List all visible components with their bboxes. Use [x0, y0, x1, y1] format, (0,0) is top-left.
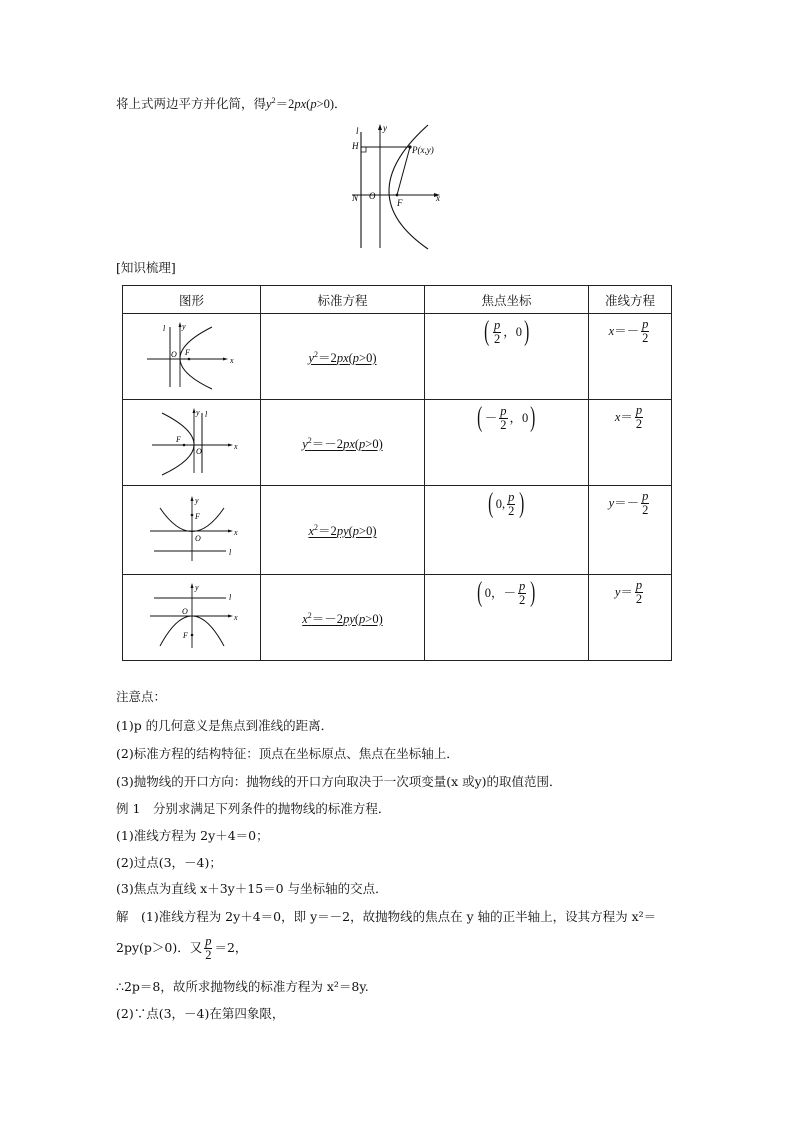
- graph-label-x: x: [233, 442, 238, 451]
- focus-coordinate: ( 0，－ $\frac{p}{2}$ ): [477, 577, 536, 608]
- graph-label-y: y: [195, 408, 200, 417]
- graph-cell: [123, 486, 261, 575]
- equation-cell: [261, 314, 425, 400]
- table-header-row: [123, 286, 672, 314]
- table-row: [123, 314, 672, 400]
- graph-label-O: O: [170, 350, 177, 359]
- segment-PF: [397, 147, 410, 195]
- fraction: $\frac{p}{2}$: [205, 934, 212, 962]
- graph-x-arrow: [223, 358, 228, 361]
- graph-label-O: O: [195, 447, 202, 456]
- graph-label-l: l: [162, 324, 165, 333]
- intro-prefix: 将上式两边平方并化简，得: [116, 96, 267, 111]
- example-condition-1: (1)准线方程为 2y＋4＝0；: [116, 828, 269, 843]
- label-x: x: [436, 193, 440, 203]
- graph-cell: [123, 314, 261, 400]
- table-row: [123, 400, 672, 486]
- solution-line-1: 解 (1)准线方程为 2y＋4＝0，即 y＝－2，故抛物线的焦点在 y 轴的正半轴上，设其方程为 x²＝: [116, 909, 657, 924]
- fraction: $\frac{p}{2}$: [508, 489, 515, 518]
- graph-parabola: [180, 327, 212, 389]
- fraction: $\frac{p}{2}$: [500, 403, 507, 432]
- example-condition-2: (2)过点(3，－4)；: [116, 855, 222, 870]
- example-title: 例 1 分别求满足下列条件的抛物线的标准方程．: [116, 801, 391, 816]
- table-row: [123, 486, 672, 575]
- standard-equation: $y^2=-2px(p>0)$: [302, 435, 383, 451]
- fraction: $\frac{p}{2}$: [493, 317, 501, 346]
- graph-label-x: x: [233, 613, 238, 622]
- focus-coordinate: ( $\frac{p}{2}$ ，0): [483, 316, 530, 347]
- graph-label-F: F: [184, 348, 190, 357]
- directrix-cell: [589, 575, 672, 661]
- equation-cell: [261, 575, 425, 661]
- graph-parabola: [162, 413, 194, 475]
- header-directrix: 准线方程: [589, 286, 672, 314]
- directrix-equation: x＝－ $\frac{p}{2}$: [608, 317, 649, 345]
- focus-cell: [425, 575, 589, 661]
- intro-text: [116, 96, 347, 112]
- example-condition-3: (3)焦点为直线 x＋3y＋15＝0 与坐标轴的交点．: [116, 881, 388, 896]
- graph-label-F: F: [194, 511, 200, 521]
- solution-text: ＝2，: [214, 940, 248, 955]
- focus-cell: [425, 400, 589, 486]
- standard-equation: $y^2=2px(p>0)$: [308, 349, 377, 365]
- parabola-definition-figure: [340, 122, 450, 252]
- header-equation: 标准方程: [261, 286, 425, 314]
- focus-cell: [425, 314, 589, 400]
- intro-paren: (: [306, 97, 311, 111]
- fraction: $\frac{p}{2}$: [519, 578, 526, 607]
- directrix-equation: y＝ $\frac{p}{2}$: [614, 578, 643, 606]
- graph-label-O: O: [194, 533, 201, 543]
- graph-label-F: F: [175, 435, 181, 444]
- graph-focus-point: [190, 634, 193, 637]
- graph-label-y: y: [194, 583, 199, 592]
- right-angle-mark: [361, 147, 366, 152]
- label-F: F: [397, 198, 403, 208]
- solution-line-2: [116, 934, 247, 962]
- standard-equation: $x^2=-2py(p>0)$: [302, 610, 383, 626]
- notes-title: 注意点：: [116, 689, 167, 704]
- label-O: O: [369, 191, 376, 201]
- graph-label-y: y: [194, 495, 199, 505]
- header-focus: 焦点坐标: [425, 286, 589, 314]
- y-axis-arrow: [378, 124, 382, 130]
- graph-label-O: O: [181, 607, 188, 616]
- point-F: [396, 194, 399, 197]
- graph-focus-point: [187, 358, 190, 361]
- graph-left-opening: [142, 405, 242, 477]
- directrix-equation: y＝－ $\frac{p}{2}$: [608, 489, 649, 517]
- intro-var-px: px: [294, 97, 307, 111]
- label-l: l: [356, 126, 359, 136]
- focus-cell: [425, 486, 589, 575]
- graph-label-y: y: [181, 322, 186, 331]
- graph-right-opening: [142, 319, 242, 391]
- standard-equation: $x^2=2py(p>0)$: [308, 523, 377, 538]
- section-title: [知识梳理]: [116, 260, 176, 275]
- intro-eq: ＝2: [275, 97, 295, 111]
- focus-coordinate: ( － $\frac{p}{2}$ ，0): [477, 402, 536, 433]
- intro-sup: 2: [271, 96, 276, 105]
- header-graph: 图形: [123, 286, 261, 314]
- equation-cell: [261, 400, 425, 486]
- note-1: (1)p 的几何意义是焦点到准线的距离．: [116, 718, 334, 733]
- note-3: (3)抛物线的开口方向：抛物线的开口方向取决于一次项变量(x 或y)的取值范围．: [116, 774, 562, 789]
- intro-var-p: p: [310, 97, 317, 111]
- graph-label-l: l: [228, 547, 231, 557]
- graph-label-x: x: [229, 356, 234, 365]
- intro-gt0: >0)．: [316, 97, 347, 111]
- graph-cell: [123, 575, 261, 661]
- solution-line-3: ∴2p＝8，故所求抛物线的标准方程为 x²＝8y.: [116, 979, 369, 994]
- graph-focus-point: [190, 513, 193, 516]
- graph-x-arrow: [228, 444, 233, 447]
- directrix-cell: [589, 486, 672, 575]
- graph-label-l: l: [228, 593, 231, 602]
- label-N: N: [352, 193, 359, 203]
- graph-up-opening: [142, 493, 242, 565]
- graph-down-opening: [142, 580, 242, 652]
- equation-cell: [261, 486, 425, 575]
- graph-label-F: F: [182, 631, 188, 640]
- solution-text: 2py(p＞0)．又: [116, 940, 203, 955]
- graph-focus-point: [182, 444, 185, 447]
- graph-y-arrow: [190, 583, 193, 588]
- parabola-standard-forms-table: [122, 285, 672, 661]
- note-2: (2)标准方程的结构特征：顶点在坐标原点、焦点在坐标轴上．: [116, 746, 459, 761]
- graph-label-l: l: [204, 410, 207, 419]
- intro-var-y: y: [266, 97, 272, 111]
- directrix-cell: [589, 314, 672, 400]
- directrix-cell: [589, 400, 672, 486]
- solution-line-4: (2)∵点(3，－4)在第四象限，: [116, 1006, 285, 1021]
- graph-label-x: x: [233, 527, 238, 537]
- parabola-curve: [389, 125, 428, 249]
- graph-x-arrow: [228, 615, 233, 618]
- label-H: H: [352, 141, 359, 151]
- graph-y-arrow: [190, 496, 193, 501]
- label-y: y: [383, 123, 387, 133]
- focus-coordinate: ( 0, $\frac{p}{2}$ ): [488, 488, 525, 519]
- graph-x-arrow: [228, 529, 233, 532]
- graph-cell: [123, 400, 261, 486]
- label-P: P(x,y): [412, 145, 434, 155]
- table-row: [123, 575, 672, 661]
- directrix-equation: x＝ $\frac{p}{2}$: [614, 403, 643, 431]
